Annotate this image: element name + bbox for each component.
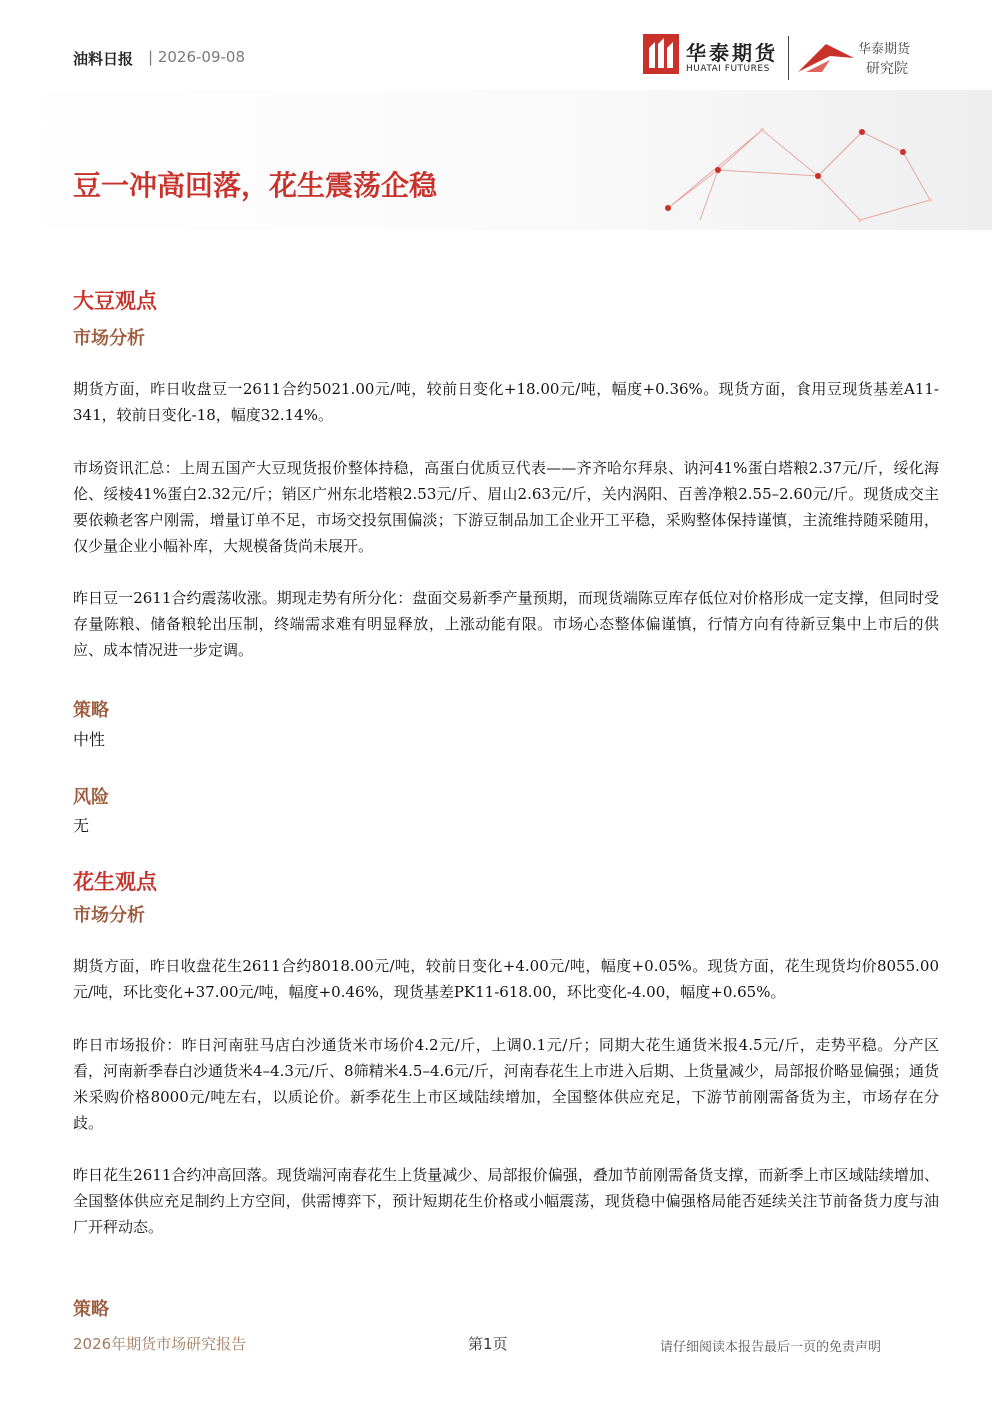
soybean-strategy: 中性 bbox=[73, 730, 106, 749]
institute-name-bottom: 研究院 bbox=[866, 61, 908, 77]
peanut-section-heading: 花生观点 bbox=[73, 870, 157, 894]
soybean-analysis-heading: 市场分析 bbox=[73, 328, 145, 349]
soybean-paragraph-3: 昨日豆一2611合约震荡收涨。期现走势有所分化：盘面交易新季产量预期，而现货端陈豆库存低位对价格形成一定支撑，但同时受存量陈粮、储备粮轮出压制，终端需求难有明显释放，上涨动能有限。市场心态整体偏谨慎，行情方向有待新豆集中上市后的供应、成本情况进一步定调。 bbox=[73, 589, 939, 659]
peanut-analysis-heading: 市场分析 bbox=[73, 905, 145, 926]
title-banner bbox=[0, 90, 992, 230]
soybean-strategy-heading: 策略 bbox=[73, 700, 109, 721]
peanut-strategy-heading: 策略 bbox=[73, 1299, 109, 1320]
peanut-paragraph-3: 昨日花生2611合约冲高回落。现货端河南春花生上货量减少、局部报价偏强，叠加节前刚需备货支撑，而新季上市区域陆续增加、全国整体供应充足制约上方空间，供需博弈下，预计短期花生价格或小幅震荡，现货稳中偏强格局能否延续关注节前备货力度与油厂开秤动态。 bbox=[73, 1166, 939, 1236]
soybean-section-heading: 大豆观点 bbox=[73, 289, 157, 313]
report-name: 油料日报 bbox=[73, 50, 134, 68]
logo-text-en: HUATAI FUTURES bbox=[686, 64, 770, 74]
huatai-logo-icon bbox=[643, 34, 679, 78]
soybean-paragraph-2: 市场资讯汇总：上周五国产大豆现货报价整体持稳，高蛋白优质豆代表——齐齐哈尔拜泉、讷河41%蛋白塔粮2.37元/斤，绥化海伦、绥棱41%蛋白2.32元/斤；销区广州东北塔粮2.53元/斤、眉山2.63元/斤，关内涡阳、百善净粮2.55–2.60元/斤。现货成交主要依赖老客户刚需，增量订单不足，市场交投氛围偏淡；下游豆制品加工企业开工平稳，采购整体保持谨慎，主流维持随采随用，仅少量企业小幅补库，大规模备货尚未展开。 bbox=[73, 459, 939, 555]
soybean-paragraph-1: 期货方面，昨日收盘豆一2611合约5021.00元/吨，较前日变化+18.00元/吨，幅度+0.36%。现货方面，食用豆现货基差A11-341，较前日变化-18，幅度32.14%。 bbox=[73, 380, 939, 424]
page-title: 豆一冲高回落，花生震荡企稳 bbox=[73, 169, 438, 202]
soybean-risk-heading: 风险 bbox=[73, 787, 109, 808]
soybean-risk: 无 bbox=[73, 816, 90, 835]
report-date: | 2026-09-08 bbox=[148, 48, 245, 66]
page-number: 第1页 bbox=[468, 1335, 508, 1353]
logo-divider bbox=[788, 36, 789, 80]
logo-text-cn: 华泰期货 bbox=[686, 41, 778, 65]
institute-logo-icon bbox=[796, 38, 856, 82]
footer-report-name: 2026年期货市场研究报告 bbox=[73, 1335, 247, 1353]
institute-name-top: 华泰期货 bbox=[858, 42, 911, 57]
peanut-paragraph-1: 期货方面，昨日收盘花生2611合约8018.00元/吨，较前日变化+4.00元/吨，幅度+0.05%。现货方面，花生现货均价8055.00元/吨，环比变化+37.00元/吨，幅度+0.46%，现货基差PK11-618.00，环比变化-4.00，幅度+0.65%。 bbox=[73, 957, 939, 1001]
peanut-paragraph-2: 昨日市场报价：昨日河南驻马店白沙通货米市场价4.2元/斤，上调0.1元/斤；同期大花生通货米报4.5元/斤，走势平稳。分产区看，河南新季春白沙通货米4–4.3元/斤、8筛精米4.5–4.6元/斤，河南春花生上市进入后期、上货量减少，局部报价略显偏强；通货米采购价格8000元/吨左右，以质论价。新季花生上市区域陆续增加，全国整体供应充足，下游节前刚需备货为主，市场存在分歧。 bbox=[73, 1036, 939, 1132]
disclaimer-note: 请仔细阅读本报告最后一页的免责声明 bbox=[660, 1340, 882, 1355]
